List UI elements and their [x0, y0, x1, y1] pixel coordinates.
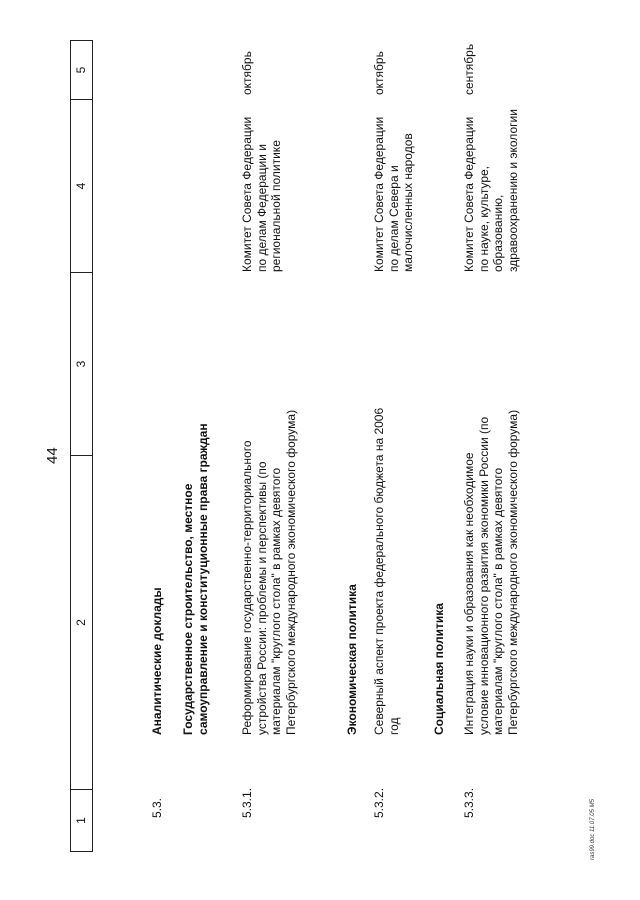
table-header [70, 40, 93, 852]
row-number: 5.3.3. [462, 787, 476, 818]
footer-mark: ras99.doc 11.07.05 M5 [590, 799, 596, 860]
col-header-2: 2 [71, 455, 92, 789]
col-header-3: 3 [71, 272, 92, 455]
row-committee: Комитет Совета Федерации по делам Федерации и региональной политике [240, 116, 283, 272]
section-number: 5.3. [150, 797, 164, 818]
row-number: 5.3.1. [240, 787, 254, 818]
section-title: Аналитические доклады [150, 587, 164, 735]
page-number: 44 [44, 447, 61, 464]
subsection-title-economy: Экономическая политика [345, 584, 359, 735]
row-month: сентябрь [462, 43, 476, 95]
row-number: 5.3.2. [372, 787, 386, 818]
row-title: Интеграция науки и образования как необходимое условие инновационного развития экономики России (по материалам "круглого стола" в рамках девятого Петербургского международного экономического форума) [462, 409, 520, 735]
row-month: октябрь [372, 51, 386, 95]
row-title: Северный аспект проекта федерального бюджета на 2006 год [372, 407, 401, 735]
col-header-4: 4 [71, 99, 92, 272]
row-month: октябрь [240, 51, 254, 95]
row-committee: Комитет Совета Федерации по делам Севера и малочисленных народов [372, 116, 415, 272]
subsection-title-state: Государственное строительство, местное самоуправление и конституционные права граждан [181, 423, 210, 735]
col-header-1: 1 [71, 789, 92, 851]
row-title: Реформирование государственно-территориального устройства России: проблемы и перспективы (по материалам "круглого стола" в рамках девятого Петербургского международного экономического форума) [240, 409, 298, 735]
subsection-title-social: Социальная политика [432, 603, 446, 735]
col-header-5: 5 [74, 66, 88, 74]
row-committee: Комитет Совета Федерации по науке, культуре, образованию, здравоохранению и экологии [462, 109, 520, 272]
